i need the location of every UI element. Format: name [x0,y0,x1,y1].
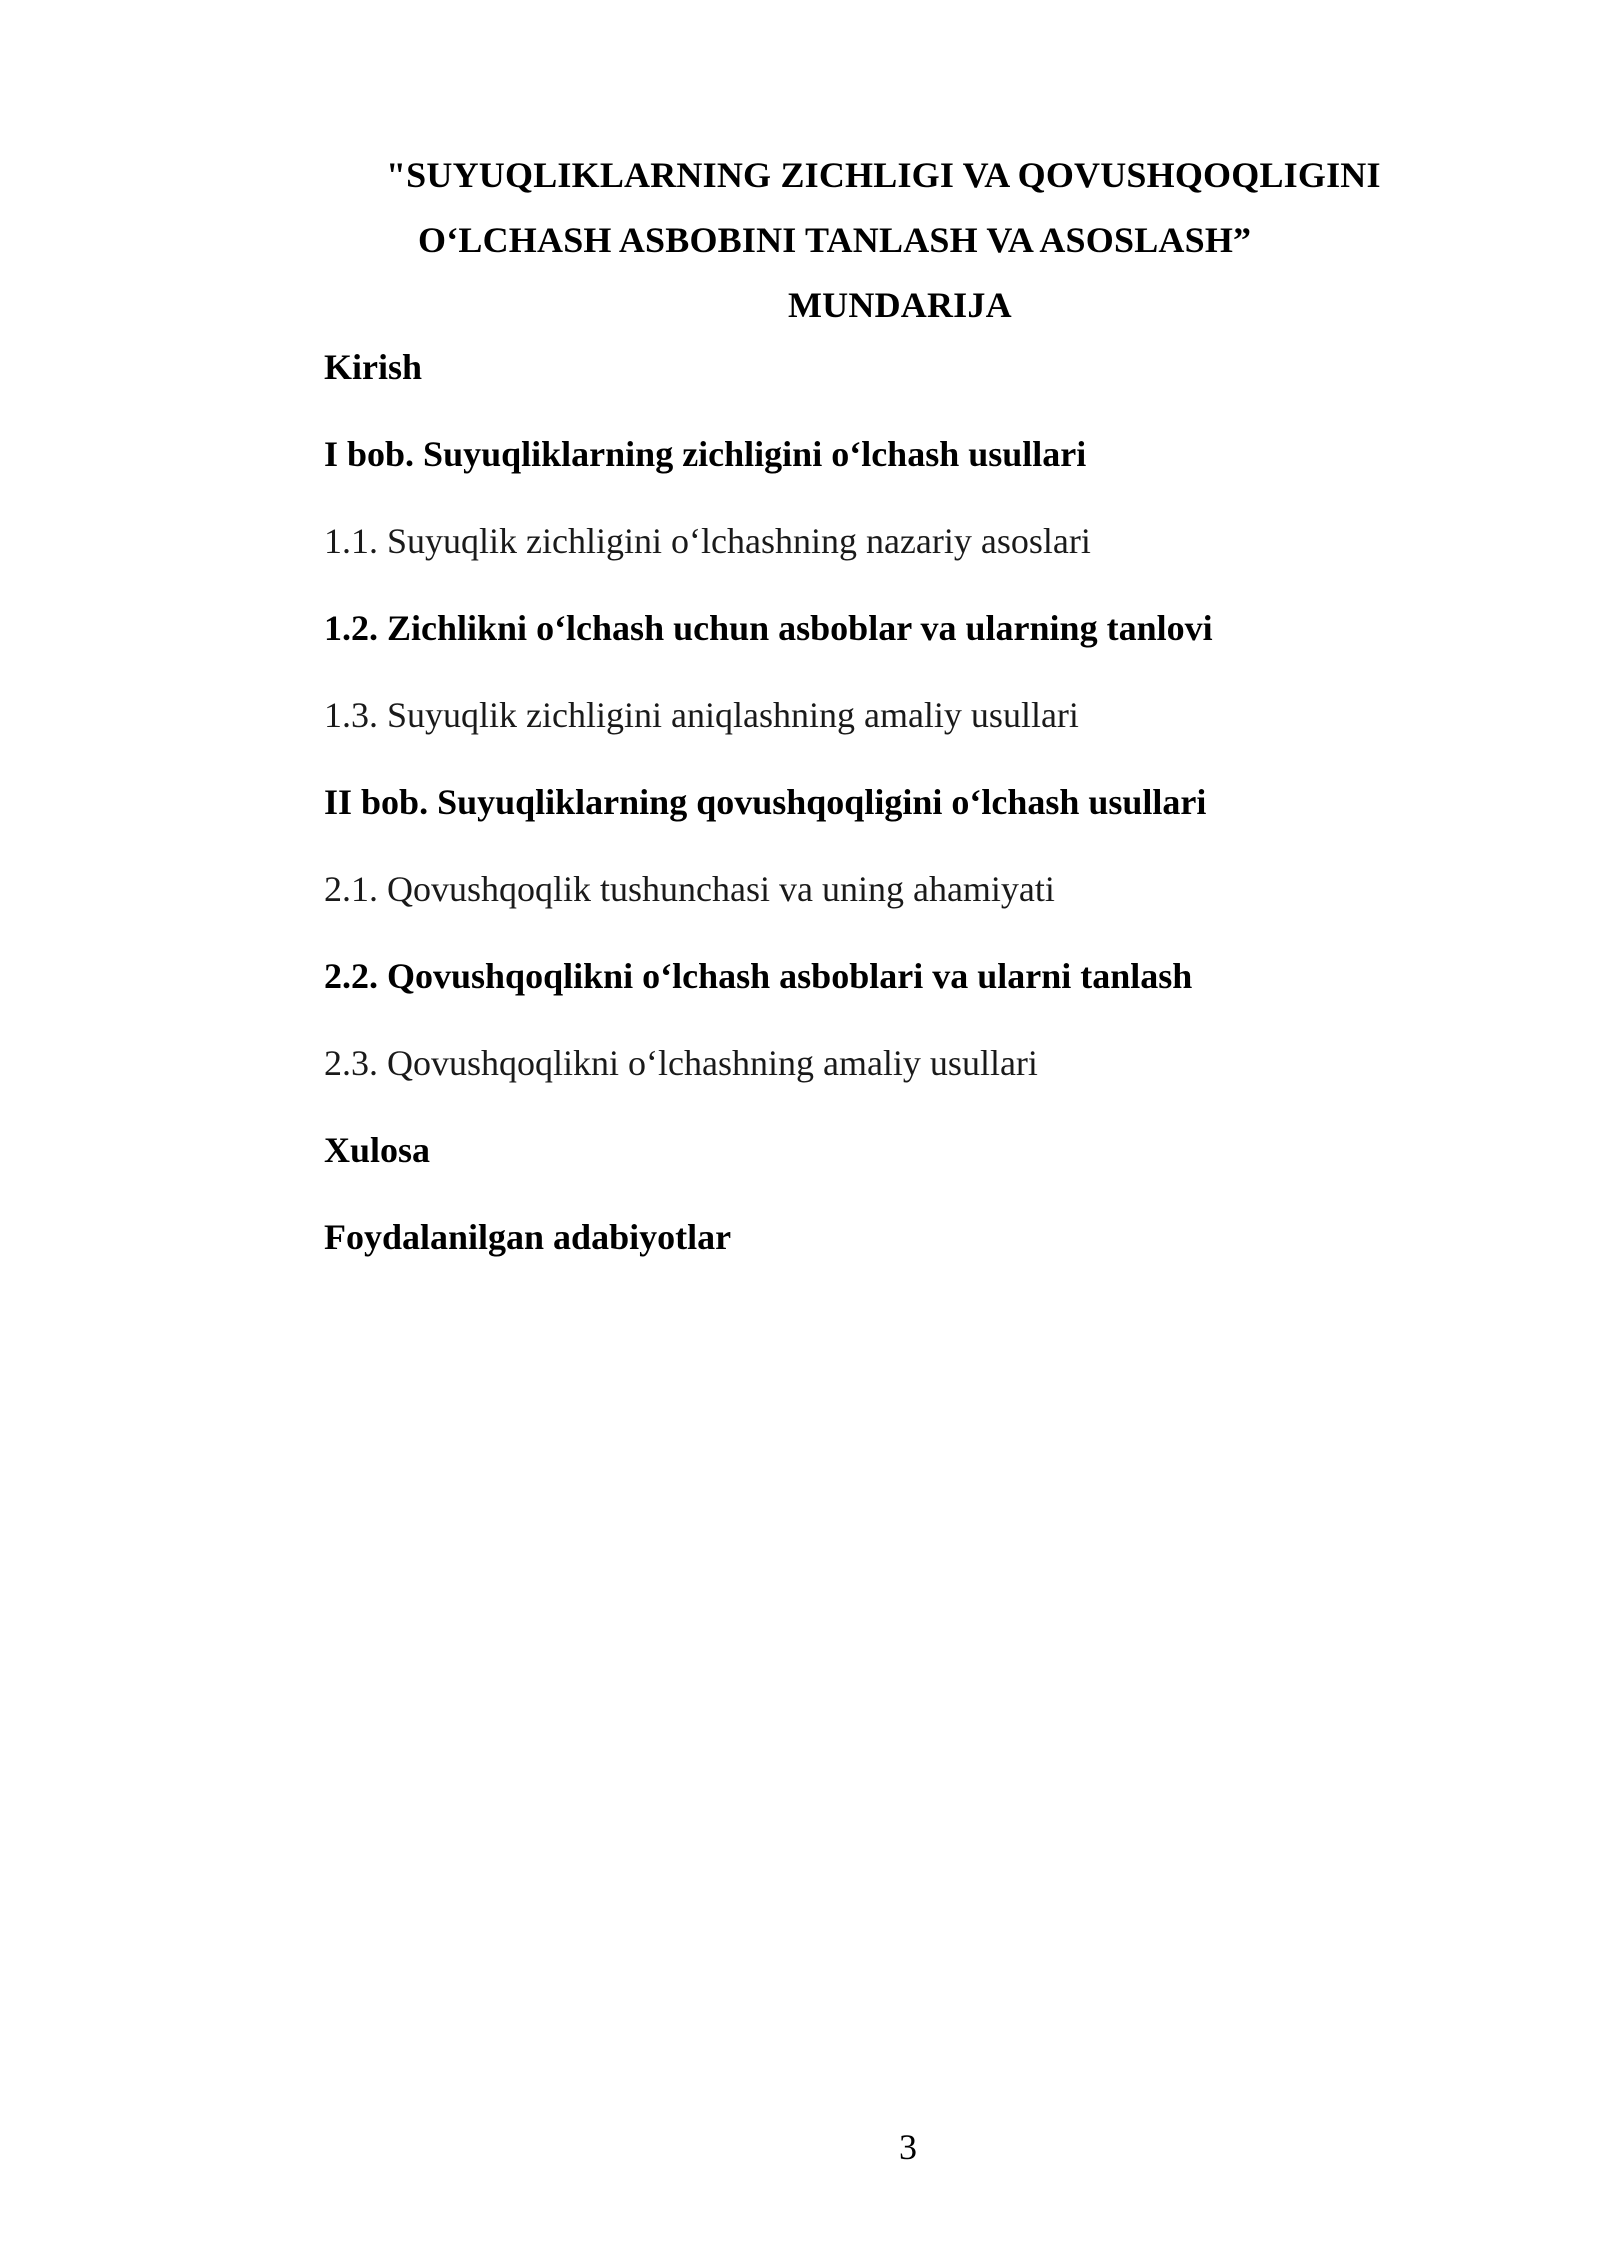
toc-item-section-1-3: 1.3. Suyuqlik zichligini aniqlashning amaliy usullari [324,695,1079,735]
page-number: 3 [899,2127,917,2167]
document-title-line-2: O‘LCHASH ASBOBINI TANLASH VA ASOSLASH” [418,220,1252,260]
toc-item-section-2-1: 2.1. Qovushqoqlik tushunchasi va uning ahamiyati [324,869,1055,909]
toc-item-chapter-2: II bob. Suyuqliklarning qovushqoqligini o‘lchash usullari [324,782,1207,822]
toc-item-section-2-3: 2.3. Qovushqoqlikni o‘lchashning amaliy usullari [324,1043,1038,1083]
toc-item-xulosa: Xulosa [324,1130,431,1170]
toc-item-chapter-1: I bob. Suyuqliklarning zichligini o‘lchash usullari [324,434,1087,474]
contents-heading: MUNDARIJA [788,285,1012,325]
toc-item-references: Foydalanilgan adabiyotlar [324,1217,732,1257]
toc-item-kirish: Kirish [324,347,423,387]
toc-item-section-2-2: 2.2. Qovushqoqlikni o‘lchash asboblari va ularni tanlash [324,956,1193,996]
toc-item-section-1-2: 1.2. Zichlikni o‘lchash uchun asboblar va ularning tanlovi [324,608,1213,648]
document-title-line-1: "SUYUQLIKLARNING ZICHLIGI VA QOVUSHQOQLIGINI [386,155,1381,195]
toc-item-section-1-1: 1.1. Suyuqlik zichligini o‘lchashning nazariy asoslari [324,521,1091,561]
table-of-contents [324,345,1474,1259]
